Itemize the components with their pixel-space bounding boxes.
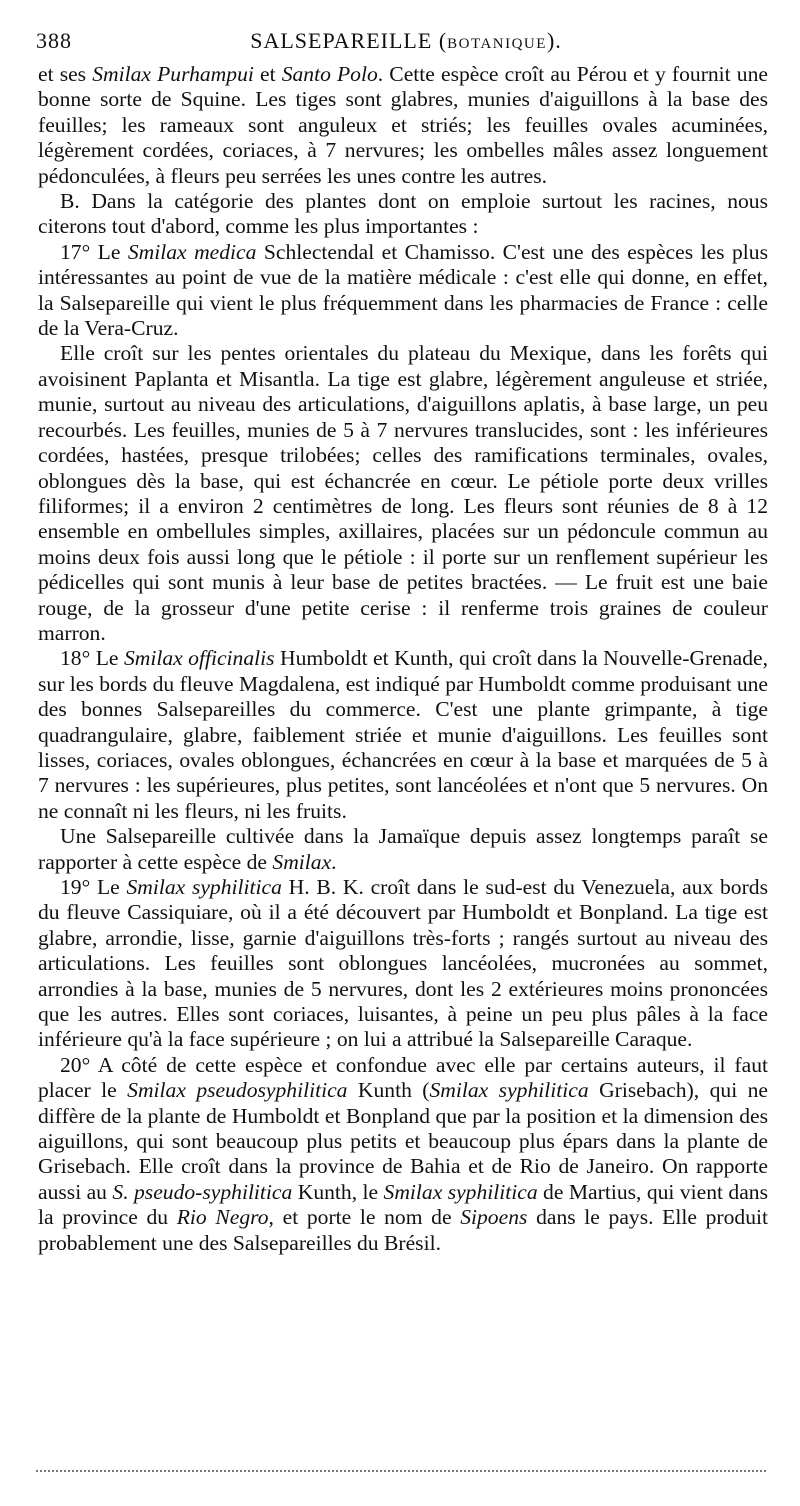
italic-run: Santo Polo xyxy=(281,62,378,86)
text-run: B. Dans la catégorie des plantes dont on emploie surtout les racines, nous citerons tout d'abord, comme les plus importantes : xyxy=(38,189,768,239)
text-run: , et porte le nom de xyxy=(268,1205,461,1230)
text-run: Kunth, le xyxy=(292,1179,384,1204)
text-run: Grisebach), qui ne diffère de la plante de Humboldt et Bonpland que par la position et la dimension des aiguillons, qui sont beaucoup plus petits et beaucoup plus épars dans la plante de Grisebach. Elle croît dans la province de Bahia et de Rio de Janeiro. On rapporte aussi au xyxy=(38,1078,768,1204)
italic-run: Sipoens xyxy=(460,1205,528,1230)
paragraph xyxy=(38,189,768,240)
text-run: Elle croît sur les pentes orientales du plateau du Mexique, dans les forêts qui avoisinent Paplanta et Misantla. La tige est glabre, légèrement anguleuse et striée, munie, surtout au niveau des articulations, d'aiguillons aplatis, à base large, un peu recourbés. Les feuilles, munies de 5 à 7 nervures translucides, sont : les inférieures cordées, hastées, presque trilobées; celles des ramifications terminales, ovales, oblongues dès la base, qui est échancrée en cœur. Le pétiole porte deux vrilles filiformes; il a environ 2 centimètres de long. Les fleurs sont réunies de 8 à 12 ensemble en ombellules simples, axillaires, placées sur un pédoncule commun au moins deux fois aussi long que le pétiole : il porte sur un renflement supérieur les pédicelles qui sont munis à leur base de petites bractées. — Le fruit est une baie rouge, de la grosseur d'une petite cerise : il renferme trois graines de couleur marron. xyxy=(38,341,768,645)
italic-run: Smilax xyxy=(272,849,332,874)
text-run: 20° A côté de cette espèce et confondue avec elle par certains auteurs, il faut placer le xyxy=(38,1052,768,1103)
text-run: Une Salsepareille cultivée dans la Jamaïque depuis assez longtemps paraît se rapporter à cette espèce de xyxy=(38,824,768,874)
paragraph xyxy=(38,646,768,824)
italic-run: Rio Negro xyxy=(176,1205,269,1230)
header-subtitle: BOTANIQUE xyxy=(447,36,547,52)
italic-run: Smilax syphilitica xyxy=(429,1078,589,1103)
text-run: 17° Le xyxy=(60,239,128,264)
text-run: . Cette espèce croît au Pérou et y fournit une bonne sorte de Squine. Les tiges sont glabres, munies d'aiguillons à la base des feuilles; les rameaux sont anguleux et striés; les feuilles ovales acuminées, légèrement cordées, coriaces, à 7 nervures; les ombelles mâles assez longuement pédonculées, à fleurs peu serrées les unes contre les autres. xyxy=(38,62,768,188)
text-run: dans le pays. Elle produit probablement une des Salsepareilles du Brésil. xyxy=(38,1205,768,1255)
header-title-main: SALSEPAREILLE xyxy=(250,28,433,53)
body-text xyxy=(38,62,768,1256)
italic-run: S. pseudo-syphilitica xyxy=(112,1179,293,1204)
text-run: . xyxy=(331,849,337,874)
header-subtitle-open: ( xyxy=(438,28,448,53)
footer-rule xyxy=(36,1470,766,1472)
paragraph xyxy=(38,341,768,646)
italic-run: Smilax pseudosyphilitica xyxy=(127,1078,348,1103)
text-run: H. B. K. croît dans le sud-est du Venezuela, aux bords du fleuve Cassiquiare, où il a été découvert par Humboldt et Bonpland. La tige est glabre, arrondie, lisse, garnie d'aiguillons très-forts ; rangés surtout au niveau des articulations. Les feuilles sont oblongues lancéolées, mucronées au sommet, arrondies à la base, munies de 5 nervures, dont les 2 extérieures moins prononcées que les autres. Elles sont coriaces, luisantes, à peine un peu plus pâles à la face inférieure qu'à la face supérieure ; on lui a attribué la Salsepareille Caraque. xyxy=(38,875,768,1052)
italic-run: Smilax medica xyxy=(127,239,257,264)
text-run: 19° Le xyxy=(60,875,127,899)
text-run: Humboldt et Kunth, qui croît dans la Nouvelle-Grenade, sur les bords du fleuve Magdalena, est indiqué par Humboldt comme produisant une des bonnes Salsepareilles du commerce. C'est une plante grimpante, à tige quadrangulaire, glabre, faiblement striée et munie d'aiguillons. Les feuilles sont lisses, coriaces, ovales oblongues, échancrées en cœur à la base et marquées de 5 à 7 nervures : les supérieures, plus petites, sont lancéolées et n'ont que 5 nervures. On ne connaît ni les fleurs, ni les fruits. xyxy=(38,646,768,823)
italic-run: Smilax Purhampui xyxy=(92,62,254,86)
paragraph xyxy=(38,875,768,1053)
text-run: de Martius, qui vient dans la province du xyxy=(38,1179,768,1230)
running-header xyxy=(36,28,776,58)
text-run: 18° Le xyxy=(60,646,124,671)
paragraph xyxy=(38,62,768,189)
paragraph xyxy=(38,240,768,342)
italic-run: Smilax officinalis xyxy=(123,646,275,671)
text-run: Kunth ( xyxy=(347,1078,430,1103)
text-run: et xyxy=(253,62,282,86)
header-title xyxy=(36,28,776,54)
italic-run: Smilax syphilitica xyxy=(126,875,282,899)
paragraph xyxy=(38,824,768,875)
header-subtitle-close: ). xyxy=(546,28,562,53)
text-run: Schlectendal et Chamisso. C'est une des espèces les plus intéressantes au point de vue de la matière médicale : c'est elle qui donne, en effet, la Salsepareille qui vient le plus fréquemment dans les pharmacies de France : celle de la Vera-Cruz. xyxy=(38,239,768,341)
page-number: 388 xyxy=(36,28,72,53)
text-run: et ses xyxy=(38,62,93,86)
paragraph xyxy=(38,1053,768,1256)
italic-run: Smilax syphilitica xyxy=(383,1179,538,1204)
